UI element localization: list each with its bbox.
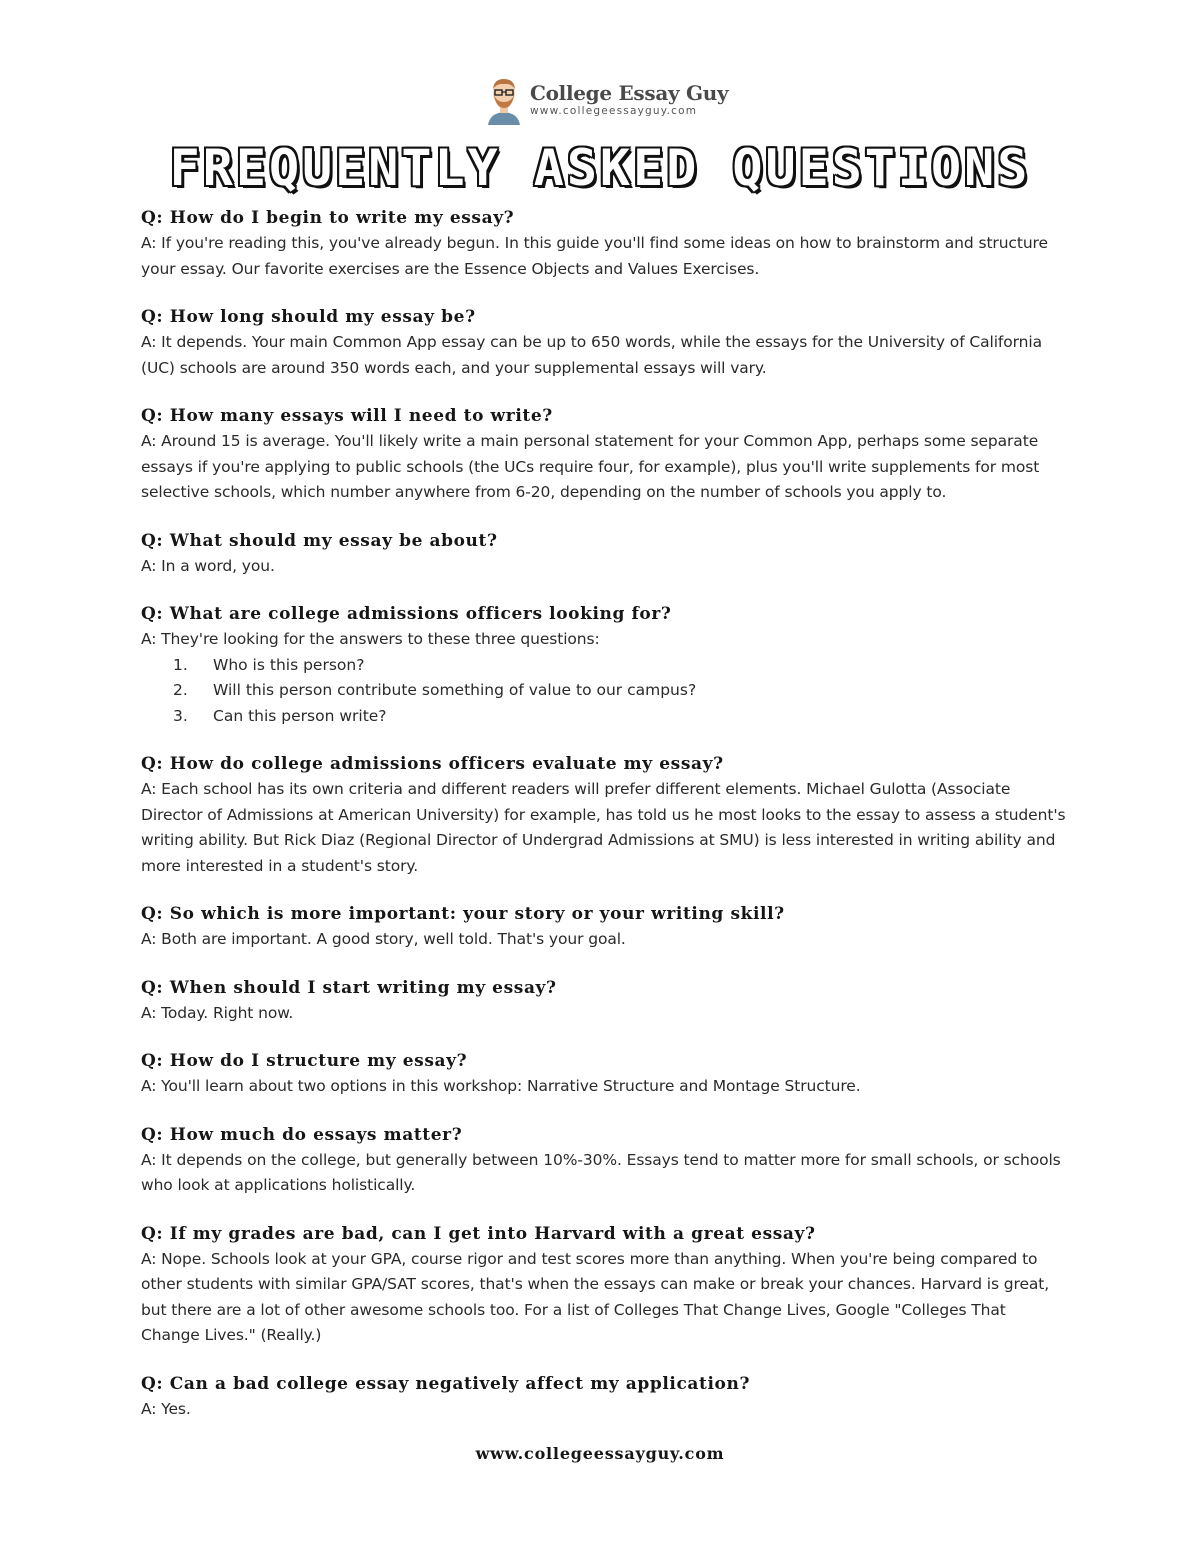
faq-question: Q: Can a bad college essay negatively affect my application? bbox=[141, 1373, 751, 1394]
footer-url[interactable]: www.collegeessayguy.com bbox=[475, 1444, 725, 1463]
faq-answer: A: Today. Right now. bbox=[141, 1003, 294, 1022]
list-number: 2. bbox=[173, 681, 188, 699]
faq-item bbox=[141, 1371, 1066, 1423]
list-text: Will this person contribute something of value to our campus? bbox=[213, 681, 697, 699]
faq-item bbox=[141, 901, 1066, 953]
faq-question: Q: How do I begin to write my essay? bbox=[141, 208, 515, 228]
faq-item bbox=[141, 751, 1066, 879]
list-number: 3. bbox=[173, 706, 188, 725]
college-essay-guy-logo bbox=[484, 74, 728, 126]
faq-answer: A: They're looking for the answers to these three questions: bbox=[141, 630, 600, 648]
faq-answer: A: You'll learn about two options in this workshop: Narrative Structure and Montage Structure. bbox=[141, 1077, 861, 1095]
avatar-illustration-icon bbox=[484, 75, 524, 125]
faq-answer: A: Nope. Schools look at your GPA, course rigor and test scores more than anything. When you're being compared to other students with similar GPA/SAT scores, that's when the essays can make or break your chances. Harvard is great, but there are a lot of other awesome schools too. For a list of Colleges That Change Lives, Google "Colleges That Change Lives." (Really.) bbox=[141, 1249, 1050, 1344]
faq-item bbox=[141, 205, 1066, 282]
faq-item bbox=[141, 1221, 1066, 1349]
faq-item bbox=[141, 601, 1066, 729]
faq-item bbox=[141, 403, 1066, 506]
faq-item bbox=[141, 975, 1066, 1027]
list-item bbox=[173, 678, 1066, 704]
faq-question: Q: How many essays will I need to write? bbox=[141, 406, 553, 426]
faq-answer: A: It depends. Your main Common App essay can be up to 650 words, while the essays for the University of California (UC) schools are around 350 words each, and your supplemental essays will vary. bbox=[141, 333, 1042, 377]
faq-answer: A: Yes. bbox=[141, 1399, 191, 1418]
faq-list bbox=[141, 205, 1066, 1444]
avatar bbox=[484, 75, 524, 125]
page-title: FREQUENTLY ASKED QUESTIONS bbox=[169, 139, 1031, 197]
faq-item bbox=[141, 1048, 1066, 1100]
faq-answer: A: Both are important. A good story, well told. That's your goal. bbox=[141, 930, 626, 948]
list-item bbox=[173, 653, 1066, 679]
faq-answer: A: Each school has its own criteria and different readers will prefer different elements. Michael Gulotta (Associate Director of Admissions at American University) for example, has told us he most looks to the essay to assess a student's writing ability. But Rick Diaz (Regional Director of Undergrad Admissions at SMU) is less interested in writing ability and more interested in a student's story. bbox=[141, 780, 1066, 875]
faq-question: Q: What are college admissions officers looking for? bbox=[141, 604, 672, 624]
faq-answer: A: It depends on the college, but generally between 10%-30%. Essays tend to matter more for small schools, or schools who look at applications holistically. bbox=[141, 1150, 1061, 1194]
faq-question: Q: How do college admissions officers evaluate my essay? bbox=[141, 754, 724, 774]
list-text: Can this person write? bbox=[213, 706, 387, 725]
faq-answer: A: Around 15 is average. You'll likely write a main personal statement for your Common App, perhaps some separate essays if you're applying to public schools (the UCs require four, for example), plus you'll write supplements for most selective schools, which number anywhere from 6-20, depending on the number of schools you apply to. bbox=[141, 432, 1040, 501]
list-number: 1. bbox=[173, 655, 188, 674]
logo-name: College Essay Guy bbox=[530, 81, 729, 105]
faq-question: Q: What should my essay be about? bbox=[141, 530, 498, 551]
faq-item bbox=[141, 304, 1066, 381]
faq-answer: A: If you're reading this, you've already begun. In this guide you'll find some ideas on how to brainstorm and structure your essay. Our favorite exercises are the Essence Objects and Values Exercises. bbox=[141, 234, 1048, 278]
list-text: Who is this person? bbox=[213, 655, 365, 674]
faq-answer: A: In a word, you. bbox=[141, 556, 275, 575]
list-item bbox=[173, 704, 1066, 730]
faq-question: Q: When should I start writing my essay? bbox=[141, 977, 557, 998]
faq-question: Q: How long should my essay be? bbox=[141, 307, 476, 327]
answer-list bbox=[141, 653, 1066, 730]
faq-question: Q: How much do essays matter? bbox=[141, 1124, 463, 1145]
faq-item bbox=[141, 1122, 1066, 1199]
logo-url: www.collegeessayguy.com bbox=[530, 105, 698, 117]
faq-question: Q: How do I structure my essay? bbox=[141, 1051, 468, 1071]
faq-item bbox=[141, 528, 1066, 580]
faq-question: Q: So which is more important: your story or your writing skill? bbox=[141, 904, 785, 924]
faq-question: Q: If my grades are bad, can I get into Harvard with a great essay? bbox=[141, 1223, 816, 1244]
